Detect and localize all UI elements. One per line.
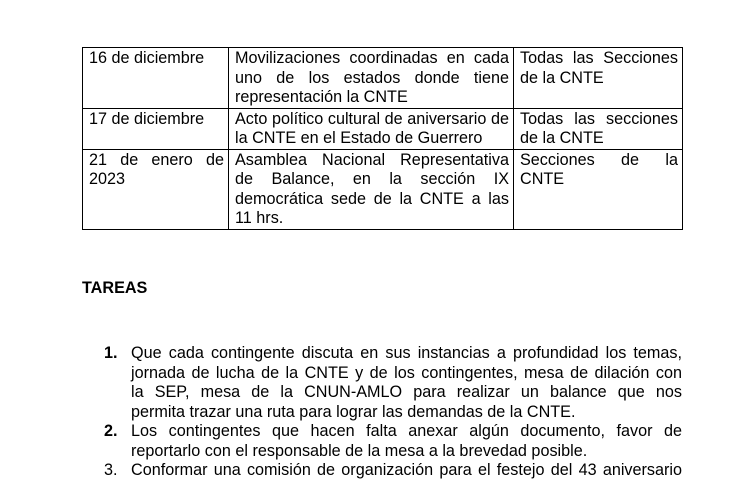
date-cell: 16 de diciembre <box>83 48 229 109</box>
table-row <box>83 149 683 229</box>
task-line: la SEP, mesa de la CNUN-AMLO para realizar un balance que nos <box>131 383 682 401</box>
table-row <box>83 48 683 109</box>
list-item <box>104 461 682 481</box>
participants-cell: Todas las Secciones de la CNTE <box>514 48 683 109</box>
table-row <box>83 108 683 149</box>
activities-table <box>82 47 683 230</box>
task-line: permita trazar una ruta para lograr las demandas de la CNTE. <box>131 402 576 421</box>
task-line: Conformar una comisión de organización para el festejo del 43 aniversario <box>131 461 682 479</box>
date-cell: 21 de enero de 2023 <box>83 149 229 229</box>
activity-cell: Asamblea Nacional Representativa de Balance, en la sección IX democrática sede de la CNTE a las 11 hrs. <box>229 149 514 229</box>
task-number: 2. <box>104 422 118 440</box>
participants-cell: Todas las secciones de la CNTE <box>514 108 683 149</box>
task-number: 1. <box>104 344 118 362</box>
task-line: jornada de lucha de la CNTE y de los contingentes, mesa de dilación con <box>131 363 682 382</box>
date-cell: 17 de diciembre <box>83 108 229 149</box>
task-line: reportarlo con el responsable de la mesa a la brevedad posible. <box>131 441 588 460</box>
list-item <box>104 422 682 461</box>
tasks-heading: TAREAS <box>82 279 148 297</box>
participants-cell: Secciones de la CNTE <box>514 149 683 229</box>
activity-cell: Movilizaciones coordinadas en cada uno de los estados donde tiene representación la CNTE <box>229 48 514 109</box>
task-line: Los contingentes que hacen falta anexar algún documento, favor de <box>131 422 682 440</box>
task-number: 3. <box>104 461 118 479</box>
tasks-list <box>104 344 682 481</box>
activity-cell: Acto político cultural de aniversario de la CNTE en el Estado de Guerrero <box>229 108 514 149</box>
list-item <box>104 344 682 422</box>
task-line: Que cada contingente discuta en sus instancias a profundidad los temas, <box>131 344 682 362</box>
